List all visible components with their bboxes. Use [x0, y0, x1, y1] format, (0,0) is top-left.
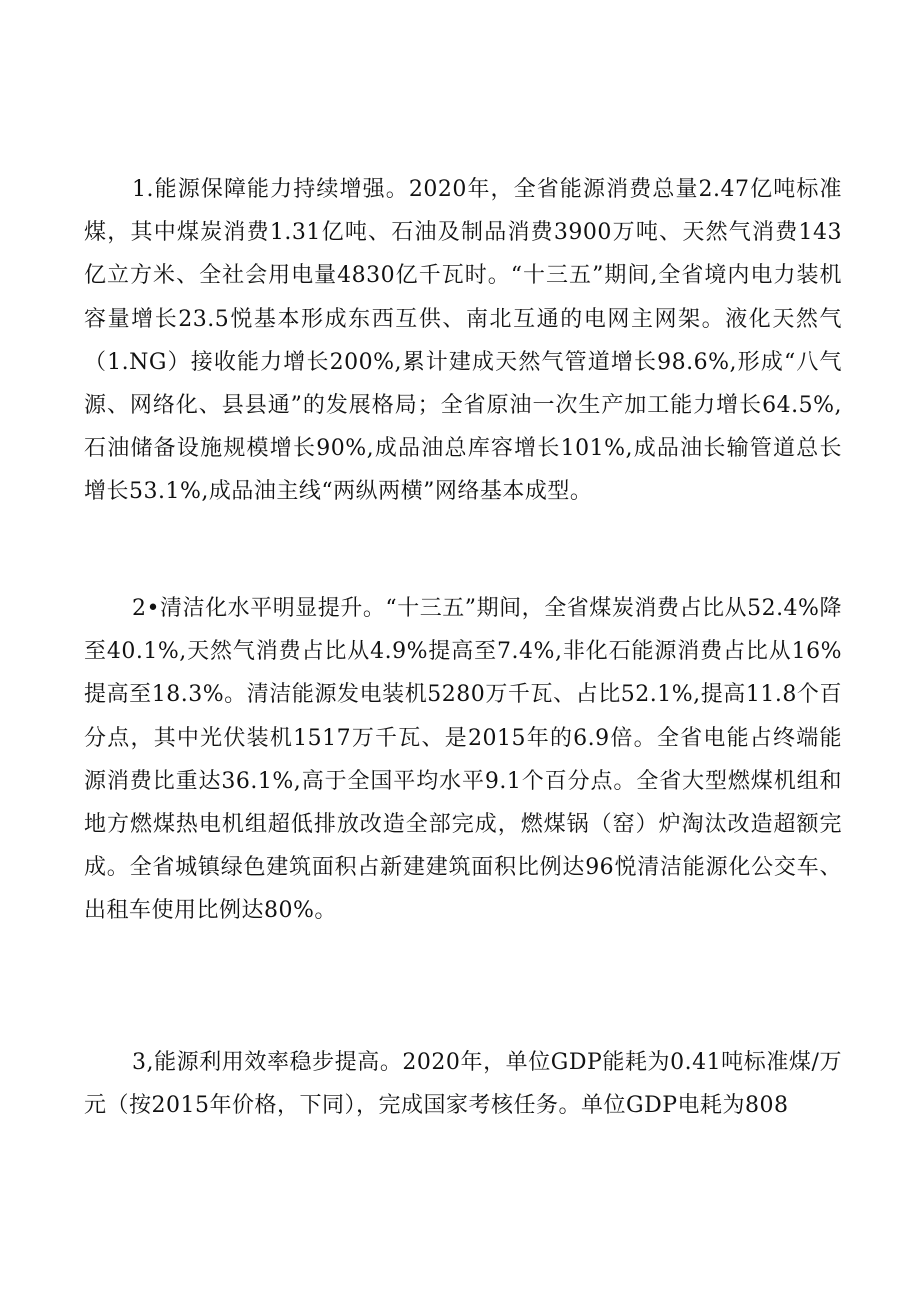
paragraph-energy-supply: 1.能源保障能力持续增强。2020年，全省能源消费总量2.47亿吨标准煤，其中煤炭消费1.31亿吨、石油及制品消费3900万吨、天然气消费143亿立方米、全社会用电量4830亿千瓦时。“十三五”期间,全省境内电力装机容量增长23.5悦基本形成东西互供、南北互通的电网主网架。液化天然气（1.NG）接收能力增长200%,累计建成天然气管道增长98.6%,形成“八气源、网络化、县县通”的发展格局；全省原油一次生产加工能力增长64.5%,石油储备设施规模增长90%,成品油总库容增长101%,成品油长输管道总长增长53.1%,成品油主线“两纵两横”网络基本成型。	[84, 177, 842, 505]
paragraph-energy-efficiency: 3,能源利用效率稳步提高。2020年，单位GDP能耗为0.41吨标准煤/万元（按2015年价格，下同），完成国家考核任务。单位GDP电耗为808	[84, 1050, 842, 1119]
paragraph-clean-energy: 2•清洁化水平明显提升。“十三五”期间，全省煤炭消费占比从52.4%降至40.1%,天然气消费占比从4.9%提高至7.4%,非化石能源消费占比从16%提高至18.3%。清洁能源发电装机5280万千瓦、占比52.1%,提高11.8个百分点，其中光伏装机1517万千瓦、是2015年的6.9倍。全省电能占终端能源消费比重达36.1%,高于全国平均水平9.1个百分点。全省大型燃煤机组和地方燃煤热电机组超低排放改造全部完成，燃煤锅（窑）炉淘汰改造超额完成。全省城镇绿色建筑面积占新建建筑面积比例达96悦清洁能源化公交车、出租车使用比例达80%。	[84, 596, 842, 924]
